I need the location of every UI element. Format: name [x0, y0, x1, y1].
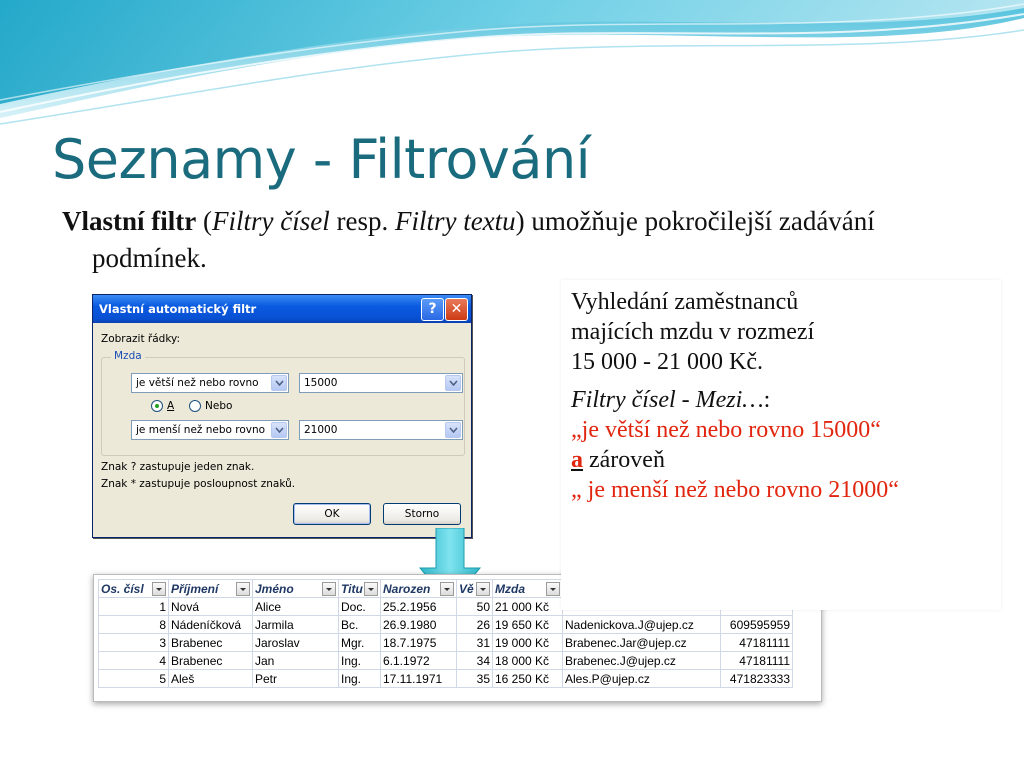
- table-cell[interactable]: 3: [99, 634, 169, 652]
- bullet-bold: Vlastní filtr: [62, 206, 197, 236]
- ok-button[interactable]: OK: [293, 503, 371, 525]
- bullet-italic-numbers: Filtry čísel: [212, 206, 330, 236]
- column-header: [339, 580, 381, 598]
- table-cell[interactable]: Petr: [253, 670, 339, 688]
- slide-title: Seznamy - Filtrování: [52, 128, 591, 191]
- custom-autofilter-dialog: [92, 294, 472, 538]
- table-cell[interactable]: Brabenec.J@ujep.cz: [563, 652, 721, 670]
- table-cell[interactable]: 47181111: [721, 634, 793, 652]
- table-cell[interactable]: 25.2.1956: [381, 598, 457, 616]
- table-cell[interactable]: Ales.P@ujep.cz: [563, 670, 721, 688]
- dialog-title: Vlastní automatický filtr: [99, 302, 257, 316]
- column-header: [381, 580, 457, 598]
- table-cell[interactable]: 8: [99, 616, 169, 634]
- hint-question-mark: Znak ? zastupuje jeden znak.: [101, 461, 255, 473]
- table-cell[interactable]: Brabenec: [169, 634, 253, 652]
- table-cell[interactable]: Ing.: [339, 670, 381, 688]
- value1-value: 15000: [304, 377, 338, 389]
- table-cell[interactable]: Jan: [253, 652, 339, 670]
- table-cell[interactable]: 31: [457, 634, 493, 652]
- show-rows-label: Zobrazit řádky:: [101, 333, 181, 345]
- table-cell[interactable]: 21 000 Kč: [493, 598, 563, 616]
- cancel-button[interactable]: Storno: [383, 503, 461, 525]
- info-line-1: Vyhledání zaměstnanců: [571, 289, 799, 315]
- table-cell[interactable]: 6.1.1972: [381, 652, 457, 670]
- help-button[interactable]: ?: [421, 298, 444, 321]
- table-cell[interactable]: 26.9.1980: [381, 616, 457, 634]
- chevron-down-icon[interactable]: [445, 375, 461, 391]
- hint-asterisk: Znak * zastupuje posloupnost znaků.: [101, 478, 296, 490]
- table-cell[interactable]: Nádeníčková: [169, 616, 253, 634]
- table-cell[interactable]: Alice: [253, 598, 339, 616]
- operator2-value: je menší než nebo rovno: [136, 424, 266, 436]
- info-line-3: 15 000 - 21 000 Kč.: [571, 349, 763, 375]
- column-header-label: Os. čísl: [101, 581, 144, 596]
- radio-or-label[interactable]: Nebo: [205, 400, 233, 412]
- table-cell[interactable]: 18 000 Kč: [493, 652, 563, 670]
- radio-and-label[interactable]: A: [167, 400, 175, 412]
- bullet-resp: resp.: [329, 206, 395, 236]
- filter-dropdown-icon[interactable]: [546, 582, 560, 596]
- chevron-down-icon[interactable]: [271, 422, 287, 438]
- wave-decoration: [0, 0, 1024, 130]
- info-line-2: majících mzdu v rozmezí: [571, 319, 815, 345]
- operator1-value: je větší než nebo rovno: [136, 377, 259, 389]
- column-header-label: Příjmení: [171, 581, 219, 596]
- table-cell[interactable]: 47181111: [721, 652, 793, 670]
- info-and-line: [571, 445, 991, 475]
- table-row[interactable]: [99, 652, 793, 670]
- table-cell[interactable]: 5: [99, 670, 169, 688]
- filter-dropdown-icon[interactable]: [440, 582, 454, 596]
- table-cell[interactable]: 16 250 Kč: [493, 670, 563, 688]
- table-cell[interactable]: Aleš: [169, 670, 253, 688]
- group-legend-mzda: Mzda: [111, 350, 145, 362]
- operator1-select[interactable]: [131, 373, 289, 393]
- table-cell[interactable]: Jarmila: [253, 616, 339, 634]
- table-cell[interactable]: 50: [457, 598, 493, 616]
- radio-or[interactable]: [189, 400, 201, 412]
- table-cell[interactable]: 18.7.1975: [381, 634, 457, 652]
- explanation-text: [571, 287, 991, 505]
- column-header-label: Titu: [341, 581, 363, 596]
- column-header: [169, 580, 253, 598]
- intro-bullet: [62, 203, 892, 277]
- table-cell[interactable]: Doc.: [339, 598, 381, 616]
- filter-dropdown-icon[interactable]: [476, 582, 490, 596]
- column-header: [493, 580, 563, 598]
- value2-value: 21000: [304, 424, 338, 436]
- filter-dropdown-icon[interactable]: [322, 582, 336, 596]
- table-cell[interactable]: Nová: [169, 598, 253, 616]
- column-header-label: Mzda: [495, 581, 525, 596]
- table-cell[interactable]: Bc.: [339, 616, 381, 634]
- column-header: [99, 580, 169, 598]
- table-cell[interactable]: 609595959: [721, 616, 793, 634]
- info-together: zároveň: [583, 447, 665, 473]
- table-cell[interactable]: 17.11.1971: [381, 670, 457, 688]
- bullet-rest: ) umožňuje pokročilejší zadávání podmínek.: [92, 206, 875, 273]
- table-cell[interactable]: 4: [99, 652, 169, 670]
- filter-dropdown-icon[interactable]: [236, 582, 250, 596]
- table-cell[interactable]: 35: [457, 670, 493, 688]
- info-menu-path: Filtry čísel - Mezi…: [571, 387, 764, 413]
- operator2-select[interactable]: [131, 420, 289, 440]
- bullet-paren: (: [196, 206, 212, 236]
- info-colon: :: [763, 387, 771, 413]
- radio-and[interactable]: [151, 400, 163, 412]
- table-cell[interactable]: Nadenickova.J@ujep.cz: [563, 616, 721, 634]
- table-cell[interactable]: 19 650 Kč: [493, 616, 563, 634]
- column-header-label: Narozen: [383, 581, 431, 596]
- table-row[interactable]: [99, 616, 793, 634]
- bullet-italic-text: Filtry textu: [394, 206, 516, 236]
- filter-dropdown-icon[interactable]: [152, 582, 166, 596]
- column-header: [457, 580, 493, 598]
- explanation-box: [561, 280, 1001, 610]
- table-row[interactable]: [99, 634, 793, 652]
- table-cell[interactable]: 34: [457, 652, 493, 670]
- table-row[interactable]: [99, 670, 793, 688]
- info-menu-path-line: [571, 385, 991, 415]
- close-button[interactable]: ✕: [445, 298, 468, 321]
- table-cell[interactable]: Brabenec: [169, 652, 253, 670]
- table-cell[interactable]: Jaroslav: [253, 634, 339, 652]
- chevron-down-icon[interactable]: [271, 375, 287, 391]
- info-condition-2: „ je menší než nebo rovno 21000“: [571, 477, 899, 503]
- table-cell[interactable]: Mgr.: [339, 634, 381, 652]
- info-condition-1: „je větší než nebo rovno 15000“: [571, 417, 881, 443]
- column-header: [253, 580, 339, 598]
- table-cell[interactable]: Brabenec.Jar@ujep.cz: [563, 634, 721, 652]
- dialog-titlebar[interactable]: [93, 295, 471, 323]
- filter-dropdown-icon[interactable]: [364, 582, 378, 596]
- value1-select[interactable]: [299, 373, 463, 393]
- table-cell[interactable]: 471823333: [721, 670, 793, 688]
- info-and-word: a: [571, 447, 583, 473]
- chevron-down-icon[interactable]: [445, 422, 461, 438]
- column-header-label: Jméno: [255, 581, 294, 596]
- table-cell[interactable]: 1: [99, 598, 169, 616]
- table-cell[interactable]: Ing.: [339, 652, 381, 670]
- value2-select[interactable]: [299, 420, 463, 440]
- column-header-label: Vě: [459, 581, 474, 596]
- table-cell[interactable]: 26: [457, 616, 493, 634]
- table-cell[interactable]: 19 000 Kč: [493, 634, 563, 652]
